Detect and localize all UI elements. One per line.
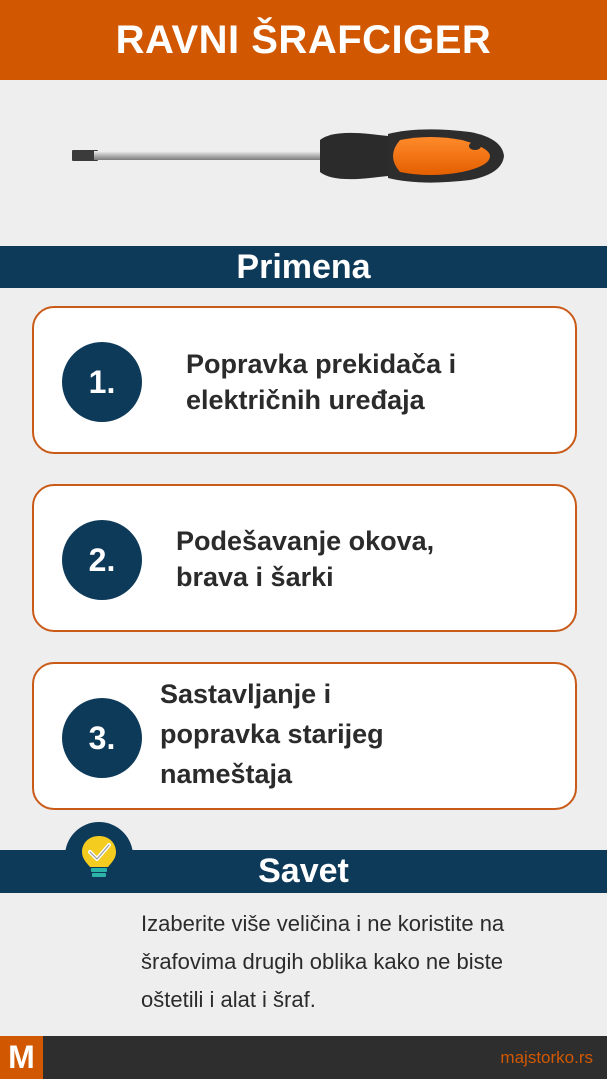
tip-text — [141, 905, 581, 1019]
use-case-text — [176, 523, 556, 595]
tip-line: Izaberite više veličina i ne koristite na — [141, 911, 505, 936]
flathead-screwdriver-image — [70, 126, 510, 196]
use-case-card — [32, 484, 577, 632]
use-case-text — [186, 346, 556, 418]
step-number-badge: 2. — [62, 520, 142, 600]
lightbulb-check-icon — [79, 834, 119, 880]
use-case-text — [160, 674, 540, 794]
site-url[interactable]: majstorko.rs — [500, 1048, 593, 1067]
use-case-line: Popravka prekidača i — [186, 349, 457, 379]
page-title: RAVNI ŠRAFCIGER — [0, 0, 607, 80]
tool-image-area — [0, 80, 607, 246]
use-case-line: električnih uređaja — [186, 385, 425, 415]
tip-badge — [65, 822, 133, 890]
step-number-badge: 3. — [62, 698, 142, 778]
use-case-line: brava i šarki — [176, 562, 334, 592]
tip-line: šrafovima drugih oblika kako ne biste — [141, 949, 503, 974]
use-case-card — [32, 306, 577, 454]
use-case-line: Sastavljanje i — [160, 679, 332, 709]
section-header-primena: Primena — [0, 246, 607, 288]
tip-line: oštetili i alat i šraf. — [141, 987, 316, 1012]
step-number-badge: 1. — [62, 342, 142, 422]
use-case-line: popravka starijeg — [160, 719, 384, 749]
footer — [0, 1036, 607, 1079]
section-header-savet: Savet — [0, 850, 607, 893]
use-case-card — [32, 662, 577, 810]
use-case-line: nameštaja — [160, 759, 293, 789]
brand-logo: M — [0, 1036, 43, 1079]
use-case-line: Podešavanje okova, — [176, 526, 435, 556]
